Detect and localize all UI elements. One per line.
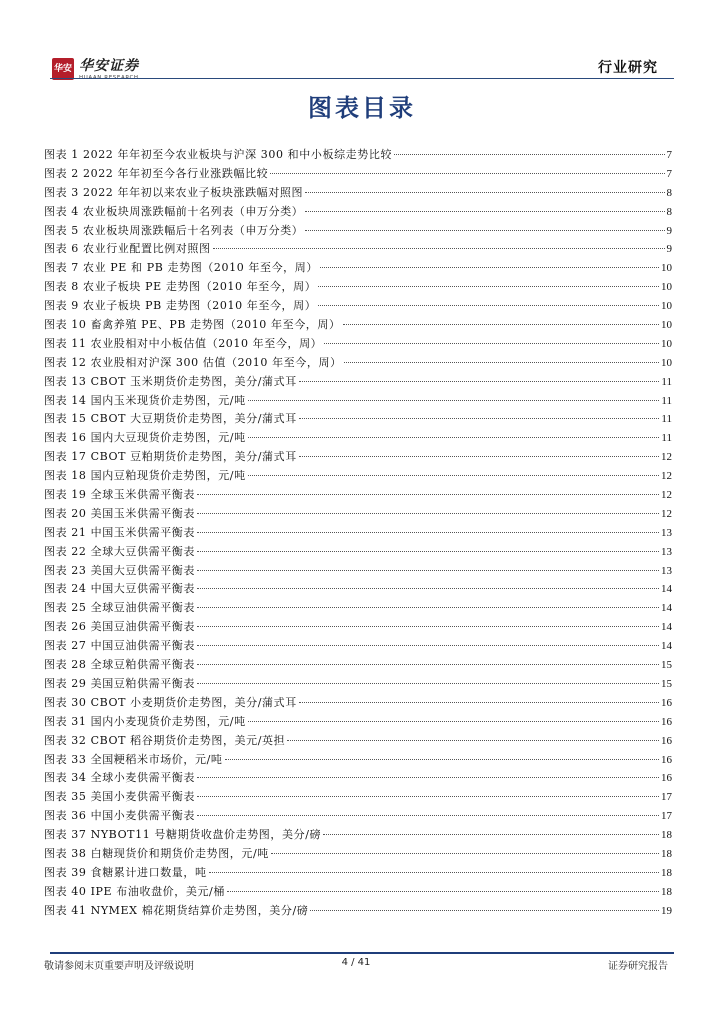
toc-leader-dots — [271, 852, 659, 854]
toc-leader-dots — [299, 417, 660, 419]
toc-entry[interactable] — [44, 392, 672, 411]
toc-entry-label: 图表 38 白糖现货价和期货价走势图，元/吨 — [44, 846, 269, 860]
toc-entry[interactable] — [44, 297, 672, 316]
toc-entry[interactable] — [44, 543, 672, 562]
toc-leader-dots — [248, 474, 659, 476]
toc-entry-label: 图表 11 农业股相对中小板估值（2010 年至今，周） — [44, 336, 323, 350]
toc-entry[interactable] — [44, 524, 672, 543]
page-header — [0, 0, 724, 90]
toc-entry-label: 图表 10 畜禽养殖 PE、PB 走势图（2010 年至今，周） — [44, 318, 341, 332]
toc-entry[interactable] — [44, 562, 672, 581]
toc-entry-page: 15 — [661, 659, 672, 672]
toc-leader-dots — [248, 399, 660, 401]
toc-leader-dots — [197, 531, 659, 533]
toc-entry-page: 16 — [661, 753, 672, 766]
toc-entry-page: 10 — [661, 319, 672, 332]
toc-entry[interactable] — [44, 599, 672, 618]
logo-name: 华安证券 — [79, 58, 139, 74]
toc-leader-dots — [197, 625, 659, 627]
toc-entry-label: 图表 13 CBOT 玉米期货价走势图，美分/蒲式耳 — [44, 374, 297, 388]
toc-leader-dots — [197, 569, 659, 571]
toc-entry-label: 图表 41 NYMEX 棉花期货结算价走势图，美分/磅 — [44, 903, 309, 917]
toc-entry-page: 18 — [661, 885, 672, 898]
toc-leader-dots — [197, 795, 659, 797]
toc-entry-label: 图表 1 2022 年年初至今农业板块与沪深 300 和中小板综走势比较 — [44, 148, 393, 161]
toc-entry[interactable] — [44, 694, 672, 713]
toc-leader-dots — [299, 380, 660, 382]
toc-leader-dots — [197, 493, 659, 495]
toc-entry-label: 图表 12 农业股相对沪深 300 估值（2010 年至今，周） — [44, 355, 342, 369]
toc-leader-dots — [343, 323, 659, 325]
toc-leader-dots — [213, 247, 665, 249]
toc-leader-dots — [248, 720, 659, 722]
toc-entry[interactable] — [44, 883, 672, 902]
footer-divider — [50, 952, 674, 954]
toc-entry-label: 图表 26 美国豆油供需平衡表 — [44, 620, 195, 634]
toc-entry-page: 17 — [661, 791, 672, 804]
toc-entry-label: 图表 6 农业行业配置比例对照图 — [44, 242, 211, 256]
toc-entry-page: 18 — [661, 829, 672, 842]
toc-entry-page: 7 — [666, 167, 672, 180]
toc-entry[interactable] — [44, 637, 672, 656]
toc-entry[interactable] — [44, 788, 672, 807]
toc-leader-dots — [197, 682, 659, 684]
toc-entry[interactable] — [44, 410, 672, 429]
toc-leader-dots — [197, 606, 659, 608]
toc-entry[interactable] — [44, 505, 672, 524]
toc-entry-label: 图表 31 国内小麦现货价走势图，元/吨 — [44, 714, 246, 728]
toc-entry-label: 图表 4 农业板块周涨跌幅前十名列表（申万分类） — [44, 204, 304, 218]
toc-entry-label: 图表 15 CBOT 大豆期货价走势图，美分/蒲式耳 — [44, 412, 297, 426]
toc-entry[interactable] — [44, 165, 672, 184]
company-logo — [52, 58, 139, 92]
toc-leader-dots — [299, 455, 659, 457]
toc-entry[interactable] — [44, 751, 672, 770]
toc-entry-page: 16 — [661, 734, 672, 747]
toc-entry-label: 图表 27 中国豆油供需平衡表 — [44, 639, 195, 653]
toc-leader-dots — [270, 172, 664, 174]
toc-entry[interactable] — [44, 845, 672, 864]
toc-entry-label: 图表 19 全球玉米供需平衡表 — [44, 488, 195, 502]
logo-seal-icon: 华安 — [52, 58, 74, 80]
toc-leader-dots — [197, 644, 659, 646]
toc-leader-dots — [344, 361, 659, 363]
toc-entry-label: 图表 18 国内豆粕现货价走势图，元/吨 — [44, 469, 246, 483]
toc-entry-label: 图表 39 食糖累计进口数量，吨 — [44, 865, 207, 879]
footer-report-type: 证券研究报告 — [608, 961, 668, 972]
toc-leader-dots — [310, 909, 659, 911]
toc-entry-page: 10 — [661, 262, 672, 275]
toc-entry-label: 图表 35 美国小麦供需平衡表 — [44, 790, 195, 804]
toc-leader-dots — [305, 229, 664, 231]
toc-entry[interactable] — [44, 373, 672, 392]
toc-entry[interactable] — [44, 278, 672, 297]
toc-entry[interactable] — [44, 864, 672, 883]
toc-leader-dots — [324, 342, 659, 344]
toc-entry-page: 13 — [661, 545, 672, 558]
toc-leader-dots — [248, 436, 660, 438]
toc-leader-dots — [323, 833, 659, 835]
toc-entry[interactable] — [44, 448, 672, 467]
toc-entry-page: 13 — [661, 526, 672, 539]
toc-entry-page: 11 — [661, 432, 672, 445]
toc-entry-label: 图表 32 CBOT 稻谷期货价走势图，美元/英担 — [44, 733, 286, 747]
toc-entry-page: 11 — [661, 375, 672, 388]
toc-entry-page: 13 — [661, 564, 672, 577]
toc-entry-label: 图表 25 全球豆油供需平衡表 — [44, 601, 195, 615]
toc-leader-dots — [318, 304, 659, 306]
toc-entry-label: 图表 28 全球豆粕供需平衡表 — [44, 658, 195, 672]
toc-entry[interactable] — [44, 807, 672, 826]
toc-entry[interactable] — [44, 713, 672, 732]
toc-entry-page: 12 — [661, 451, 672, 464]
toc-entry-page: 16 — [661, 772, 672, 785]
toc-entry[interactable] — [44, 675, 672, 694]
toc-entry-page: 8 — [666, 205, 672, 218]
toc-entry[interactable] — [44, 580, 672, 599]
toc-entry-page: 17 — [661, 810, 672, 823]
toc-entry-page: 9 — [666, 224, 672, 237]
toc-entry[interactable] — [44, 316, 672, 335]
toc-entry[interactable] — [44, 184, 672, 203]
toc-entry-label: 图表 14 国内玉米现货价走势图，元/吨 — [44, 393, 246, 407]
footer-disclaimer: 敬请参阅末页重要声明及评级说明 — [44, 961, 194, 972]
toc-leader-dots — [225, 758, 660, 760]
toc-entry-page: 18 — [661, 866, 672, 879]
toc-entry[interactable] — [44, 335, 672, 354]
toc-entry-page: 12 — [661, 470, 672, 483]
toc-entry[interactable] — [44, 259, 672, 278]
toc-leader-dots — [197, 550, 659, 552]
toc-entry[interactable] — [44, 902, 672, 921]
logo-english: HUAAN RESEARCH — [79, 75, 139, 81]
toc-entry-label: 图表 7 农业 PE 和 PB 走势图（2010 年至今，周） — [44, 261, 318, 275]
toc-leader-dots — [209, 871, 659, 873]
toc-entry-page: 18 — [661, 847, 672, 860]
toc-entry[interactable] — [44, 618, 672, 637]
toc-entry-label: 图表 30 CBOT 小麦期货价走势图，美分/蒲式耳 — [44, 695, 297, 709]
toc-entry-label: 图表 33 全国粳稻米市场价，元/吨 — [44, 752, 223, 766]
toc-leader-dots — [197, 776, 659, 778]
toc-entry-page: 12 — [661, 489, 672, 502]
toc-entry-page: 8 — [666, 186, 672, 199]
toc-entry-page: 16 — [661, 696, 672, 709]
toc-leader-dots — [227, 890, 659, 892]
header-divider — [50, 78, 674, 79]
toc-entry-page: 10 — [661, 300, 672, 313]
toc-entry-page: 10 — [661, 337, 672, 350]
page-title: 图表目录 — [308, 94, 416, 122]
toc-entry-label: 图表 37 NYBOT11 号糖期货收盘价走势图，美分/磅 — [44, 828, 322, 842]
toc-leader-dots — [305, 191, 664, 193]
toc-entry-page: 10 — [661, 281, 672, 294]
toc-entry-label: 图表 8 农业子板块 PE 走势图（2010 年至今，周） — [44, 280, 317, 294]
toc-entry[interactable] — [44, 769, 672, 788]
toc-entry-page: 16 — [661, 715, 672, 728]
toc-entry-page: 15 — [661, 677, 672, 690]
toc-leader-dots — [197, 663, 659, 665]
figure-list — [44, 146, 672, 921]
toc-entry-page: 14 — [661, 640, 672, 653]
toc-entry[interactable] — [44, 732, 672, 751]
toc-entry-page: 11 — [661, 413, 672, 426]
toc-leader-dots — [305, 210, 664, 212]
toc-entry-label: 图表 20 美国玉米供需平衡表 — [44, 506, 195, 520]
toc-entry-label: 图表 29 美国豆粕供需平衡表 — [44, 676, 195, 690]
toc-entry[interactable] — [44, 203, 672, 222]
toc-entry-page: 7 — [666, 149, 672, 161]
toc-entry-label: 图表 5 农业板块周涨跌幅后十名列表（申万分类） — [44, 223, 304, 237]
toc-entry[interactable] — [44, 486, 672, 505]
toc-leader-dots — [318, 285, 659, 287]
toc-entry-page: 10 — [661, 356, 672, 369]
toc-entry[interactable] — [44, 467, 672, 486]
toc-entry-label: 图表 16 国内大豆现货价走势图，元/吨 — [44, 431, 246, 445]
toc-entry[interactable] — [44, 240, 672, 259]
toc-entry-label: 图表 3 2022 年年初以来农业子板块涨跌幅对照图 — [44, 185, 304, 199]
toc-leader-dots — [320, 266, 659, 268]
toc-entry-label: 图表 34 全球小麦供需平衡表 — [44, 771, 195, 785]
toc-entry[interactable] — [44, 222, 672, 241]
toc-entry[interactable] — [44, 826, 672, 845]
toc-leader-dots — [197, 587, 659, 589]
toc-leader-dots — [287, 739, 659, 741]
toc-entry-label: 图表 40 IPE 布油收盘价，美元/桶 — [44, 884, 225, 898]
toc-entry-label: 图表 22 全球大豆供需平衡表 — [44, 544, 195, 558]
toc-leader-dots — [197, 814, 659, 816]
toc-entry[interactable] — [44, 429, 672, 448]
toc-entry-page: 9 — [666, 243, 672, 256]
toc-entry-page: 12 — [661, 507, 672, 520]
toc-entry-page: 14 — [661, 602, 672, 615]
toc-entry-label: 图表 23 美国大豆供需平衡表 — [44, 563, 195, 577]
toc-leader-dots — [299, 701, 659, 703]
report-category: 行业研究 — [598, 60, 658, 76]
toc-entry-label: 图表 36 中国小麦供需平衡表 — [44, 809, 195, 823]
toc-entry-label: 图表 9 农业子板块 PB 走势图（2010 年至今，周） — [44, 299, 317, 313]
toc-leader-dots — [394, 153, 664, 155]
toc-entry-page: 14 — [661, 583, 672, 596]
toc-entry-page: 11 — [661, 394, 672, 407]
toc-entry-page: 19 — [661, 904, 672, 917]
toc-entry-label: 图表 2 2022 年年初至今各行业涨跌幅比较 — [44, 166, 269, 180]
toc-entry-label: 图表 17 CBOT 豆粕期货价走势图，美分/蒲式耳 — [44, 450, 297, 464]
toc-entry[interactable] — [44, 146, 672, 165]
page-number: 4 / 41 — [341, 957, 371, 968]
toc-entry-label: 图表 21 中国玉米供需平衡表 — [44, 525, 195, 539]
toc-entry[interactable] — [44, 354, 672, 373]
toc-entry-page: 14 — [661, 621, 672, 634]
toc-entry-label: 图表 24 中国大豆供需平衡表 — [44, 582, 195, 596]
toc-entry[interactable] — [44, 656, 672, 675]
toc-leader-dots — [197, 512, 659, 514]
